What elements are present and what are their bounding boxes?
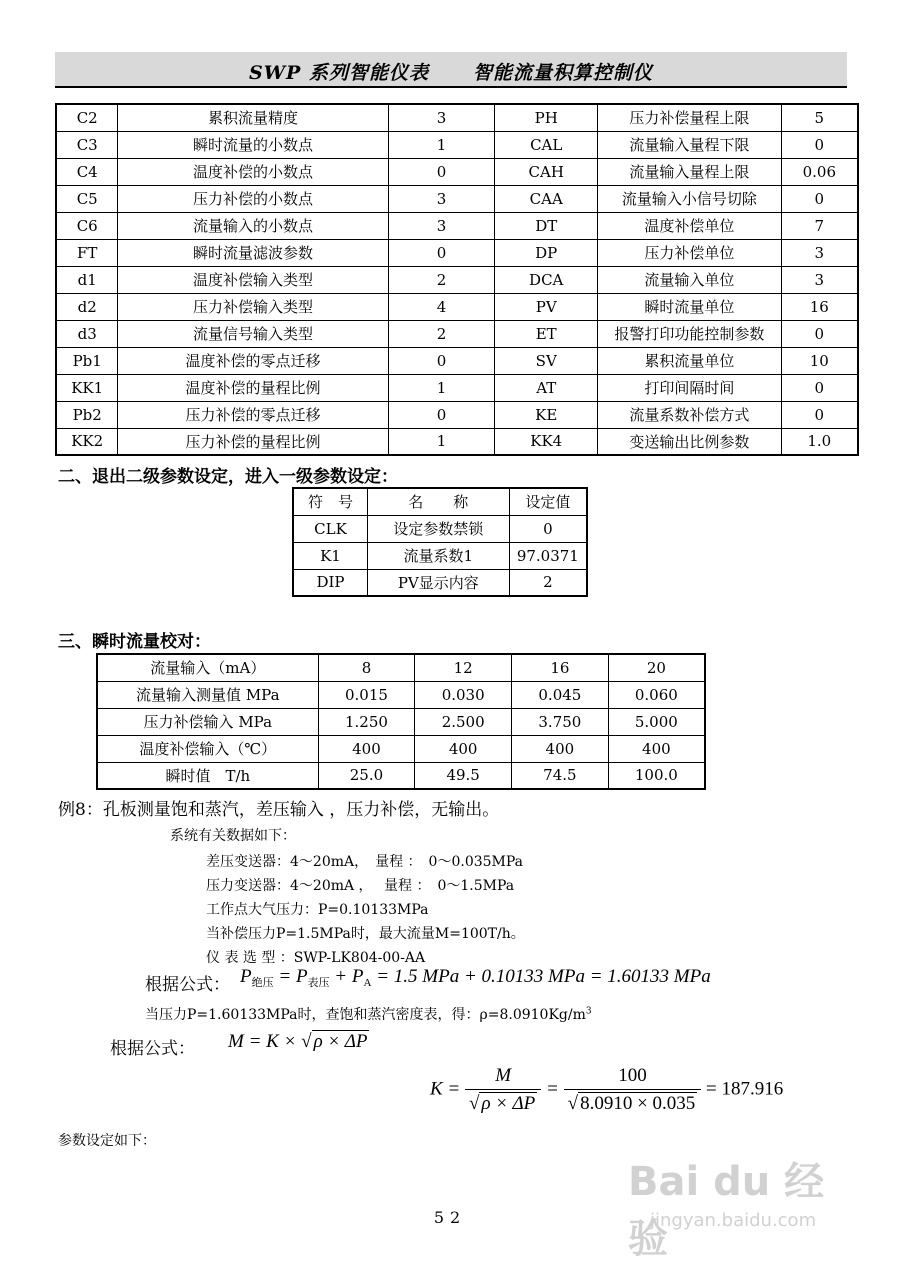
table-cell: 压力补偿输入 MPa xyxy=(97,708,318,735)
calib-row xyxy=(97,654,705,681)
table-cell: 1 xyxy=(388,131,495,158)
table-cell: 温度补偿的零点迁移 xyxy=(118,347,388,374)
table-cell: DP xyxy=(495,239,598,266)
param-row xyxy=(56,347,858,374)
column-header: 设定值 xyxy=(509,488,587,515)
table-cell: 流量输入单位 xyxy=(598,266,781,293)
table-cell: 4 xyxy=(388,293,495,320)
table-cell: CAL xyxy=(495,131,598,158)
table-cell: 0 xyxy=(781,374,858,401)
param-row xyxy=(56,239,858,266)
table-cell: 打印间隔时间 xyxy=(598,374,781,401)
example-line-3: 工作点大气压力：P=0.10133MPa xyxy=(206,902,429,918)
param-row xyxy=(56,104,858,131)
table-cell: CLK xyxy=(293,515,367,542)
table-cell: d3 xyxy=(56,320,118,347)
formula-coefficient: K = $\frac{M}{√ \rho \times \Delta P}$ = $\frac{100}{√ 8.0910 \times 0.035}$ = 187.916 xyxy=(430,1065,784,1114)
param-row xyxy=(56,131,858,158)
table-cell: 压力补偿输入类型 xyxy=(118,293,388,320)
table-cell: DT xyxy=(495,212,598,239)
table-cell: 温度补偿的量程比例 xyxy=(118,374,388,401)
table-cell: KK4 xyxy=(495,428,598,455)
table-cell: 97.0371 xyxy=(509,542,587,569)
table-cell: 1.250 xyxy=(318,708,415,735)
table-cell: DCA xyxy=(495,266,598,293)
example-line-4: 当补偿压力P=1.5MPa时，最大流量M=100T/h。 xyxy=(206,926,525,942)
table-cell: 49.5 xyxy=(415,762,512,789)
table-cell: 20 xyxy=(608,654,705,681)
table-cell: 0 xyxy=(781,131,858,158)
table-cell: 3 xyxy=(388,104,495,131)
table-cell: SV xyxy=(495,347,598,374)
table-cell: 3 xyxy=(781,266,858,293)
table-cell: 3.750 xyxy=(512,708,609,735)
example-line-5: 仪 表 选 型 ：SWP-LK804-00-AA xyxy=(206,950,426,966)
watermark-url: jingyan.baidu.com xyxy=(650,1210,817,1231)
table-cell: Pb2 xyxy=(56,401,118,428)
watermark xyxy=(628,1150,858,1260)
table-cell: 400 xyxy=(318,735,415,762)
table-cell: 2 xyxy=(388,266,495,293)
table-cell: 3 xyxy=(388,212,495,239)
table-cell: 400 xyxy=(512,735,609,762)
table-cell: 流量系数1 xyxy=(367,542,509,569)
parameter-table xyxy=(55,103,859,456)
table-cell: 3 xyxy=(781,239,858,266)
table-cell: 流量输入的小数点 xyxy=(118,212,388,239)
level1-row xyxy=(293,542,587,569)
table-cell: 100.0 xyxy=(608,762,705,789)
table-cell: PV xyxy=(495,293,598,320)
table-cell: C5 xyxy=(56,185,118,212)
table-cell: 74.5 xyxy=(512,762,609,789)
table-cell: 0 xyxy=(781,401,858,428)
table-cell: 压力补偿量程上限 xyxy=(598,104,781,131)
param-row xyxy=(56,428,858,455)
table-cell: C6 xyxy=(56,212,118,239)
table-cell: 0.06 xyxy=(781,158,858,185)
table-cell: 压力补偿的量程比例 xyxy=(118,428,388,455)
table-cell: 1 xyxy=(388,374,495,401)
header-row xyxy=(293,488,587,515)
example-line-1: 差压变送器：4～20mA， 量程 ： 0～0.035MPa xyxy=(206,854,524,870)
example-intro: 系统有关数据如下： xyxy=(170,828,296,844)
table-cell: 25.0 xyxy=(318,762,415,789)
table-cell: DIP xyxy=(293,569,367,596)
param-setting-label: 参数设定如下： xyxy=(58,1133,156,1149)
density-line: 当压力P=1.60133MPa时，查饱和蒸汽密度表，得：$\rho=8.0910Kg/m^3$ xyxy=(145,1006,592,1023)
table-cell: 0 xyxy=(388,239,495,266)
table-cell: 流量输入量程下限 xyxy=(598,131,781,158)
column-header: 名 称 xyxy=(367,488,509,515)
example-title: 例8：孔板测量饱和蒸汽，差压输入 ，压力补偿，无输出。 xyxy=(58,800,500,820)
table-cell: 0.045 xyxy=(512,681,609,708)
table-cell: 7 xyxy=(781,212,858,239)
table-cell: 温度补偿输入类型 xyxy=(118,266,388,293)
calib-row xyxy=(97,681,705,708)
table-cell: 0 xyxy=(388,401,495,428)
table-cell: 流量输入小信号切除 xyxy=(598,185,781,212)
calib-row xyxy=(97,735,705,762)
table-cell: KK2 xyxy=(56,428,118,455)
table-cell: CAA xyxy=(495,185,598,212)
table-cell: 1.0 xyxy=(781,428,858,455)
formula-absolute-pressure: $P_{绝压} = P_{表压} + P_A = 1.5$ MPa + 0.10133 MPa = 1.60133 MPa xyxy=(240,966,711,989)
table-cell: PV显示内容 xyxy=(367,569,509,596)
calibration-table xyxy=(96,653,706,790)
watermark-logo: Bai du 经验 xyxy=(628,1159,825,1262)
table-cell: 流量输入量程上限 xyxy=(598,158,781,185)
table-cell: AT xyxy=(495,374,598,401)
table-cell: 400 xyxy=(415,735,512,762)
table-cell: 0 xyxy=(781,320,858,347)
param-row xyxy=(56,212,858,239)
table-cell: 16 xyxy=(512,654,609,681)
param-row xyxy=(56,293,858,320)
table-cell: 温度补偿输入（℃） xyxy=(97,735,318,762)
level1-row xyxy=(293,569,587,596)
table-cell: 流量输入（mA） xyxy=(97,654,318,681)
table-cell: 16 xyxy=(781,293,858,320)
table-cell: d2 xyxy=(56,293,118,320)
table-cell: 2 xyxy=(388,320,495,347)
section-2-title: 二、退出二级参数设定，进入一级参数设定： xyxy=(58,467,398,487)
table-cell: 瞬时流量单位 xyxy=(598,293,781,320)
calib-row xyxy=(97,708,705,735)
header-product: 智能流量积算控制仪 xyxy=(472,62,653,84)
table-cell: 0 xyxy=(388,158,495,185)
table-cell: 0 xyxy=(388,347,495,374)
level1-row xyxy=(293,515,587,542)
table-cell: Pb1 xyxy=(56,347,118,374)
table-cell: 流量输入测量值 MPa xyxy=(97,681,318,708)
table-cell: 瞬时值 T/h xyxy=(97,762,318,789)
table-cell: 400 xyxy=(608,735,705,762)
table-cell: 5.000 xyxy=(608,708,705,735)
table-cell: 1 xyxy=(388,428,495,455)
table-cell: 0 xyxy=(509,515,587,542)
formula1-label: 根据公式： xyxy=(145,975,230,995)
table-cell: 变送输出比例参数 xyxy=(598,428,781,455)
header-title xyxy=(55,58,847,85)
param-row xyxy=(56,185,858,212)
table-cell: 12 xyxy=(415,654,512,681)
page-number: 52 xyxy=(433,1208,467,1227)
table-cell: CAH xyxy=(495,158,598,185)
param-row xyxy=(56,158,858,185)
table-cell: 0.015 xyxy=(318,681,415,708)
table-cell: C2 xyxy=(56,104,118,131)
table-cell: 报警打印功能控制参数 xyxy=(598,320,781,347)
table-cell: 压力补偿的小数点 xyxy=(118,185,388,212)
table-cell: 2.500 xyxy=(415,708,512,735)
param-row xyxy=(56,320,858,347)
table-cell: C4 xyxy=(56,158,118,185)
table-cell: 10 xyxy=(781,347,858,374)
level1-param-table xyxy=(292,487,588,597)
table-cell: d1 xyxy=(56,266,118,293)
table-cell: 3 xyxy=(388,185,495,212)
table-cell: 0.030 xyxy=(415,681,512,708)
formula2-label: 根据公式： xyxy=(110,1039,195,1059)
param-row xyxy=(56,401,858,428)
table-cell: 设定参数禁锁 xyxy=(367,515,509,542)
table-cell: 压力补偿单位 xyxy=(598,239,781,266)
table-cell: 流量信号输入类型 xyxy=(118,320,388,347)
table-cell: C3 xyxy=(56,131,118,158)
table-cell: K1 xyxy=(293,542,367,569)
header-series: SWP 系列智能仪表 xyxy=(249,62,429,84)
calib-row xyxy=(97,762,705,789)
section-3-title: 三、瞬时流量校对： xyxy=(58,632,211,652)
table-cell: 温度补偿单位 xyxy=(598,212,781,239)
example-line-2: 压力变送器：4～20mA ， 量程 ： 0～1.5MPa xyxy=(206,878,515,894)
table-cell: 累积流量单位 xyxy=(598,347,781,374)
table-cell: 瞬时流量的小数点 xyxy=(118,131,388,158)
table-cell: KE xyxy=(495,401,598,428)
table-cell: 5 xyxy=(781,104,858,131)
table-cell: 温度补偿的小数点 xyxy=(118,158,388,185)
table-cell: 瞬时流量滤波参数 xyxy=(118,239,388,266)
column-header: 符 号 xyxy=(293,488,367,515)
table-cell: PH xyxy=(495,104,598,131)
table-cell: 2 xyxy=(509,569,587,596)
param-row xyxy=(56,266,858,293)
formula-mass-flow: M = K × √ ρ × ΔP xyxy=(228,1031,368,1052)
table-cell: 8 xyxy=(318,654,415,681)
table-cell: 压力补偿的零点迁移 xyxy=(118,401,388,428)
table-cell: 0.060 xyxy=(608,681,705,708)
page-header xyxy=(55,52,847,88)
table-cell: 累积流量精度 xyxy=(118,104,388,131)
table-cell: 流量系数补偿方式 xyxy=(598,401,781,428)
table-cell: KK1 xyxy=(56,374,118,401)
table-cell: FT xyxy=(56,239,118,266)
param-row xyxy=(56,374,858,401)
table-cell: ET xyxy=(495,320,598,347)
table-cell: 0 xyxy=(781,185,858,212)
